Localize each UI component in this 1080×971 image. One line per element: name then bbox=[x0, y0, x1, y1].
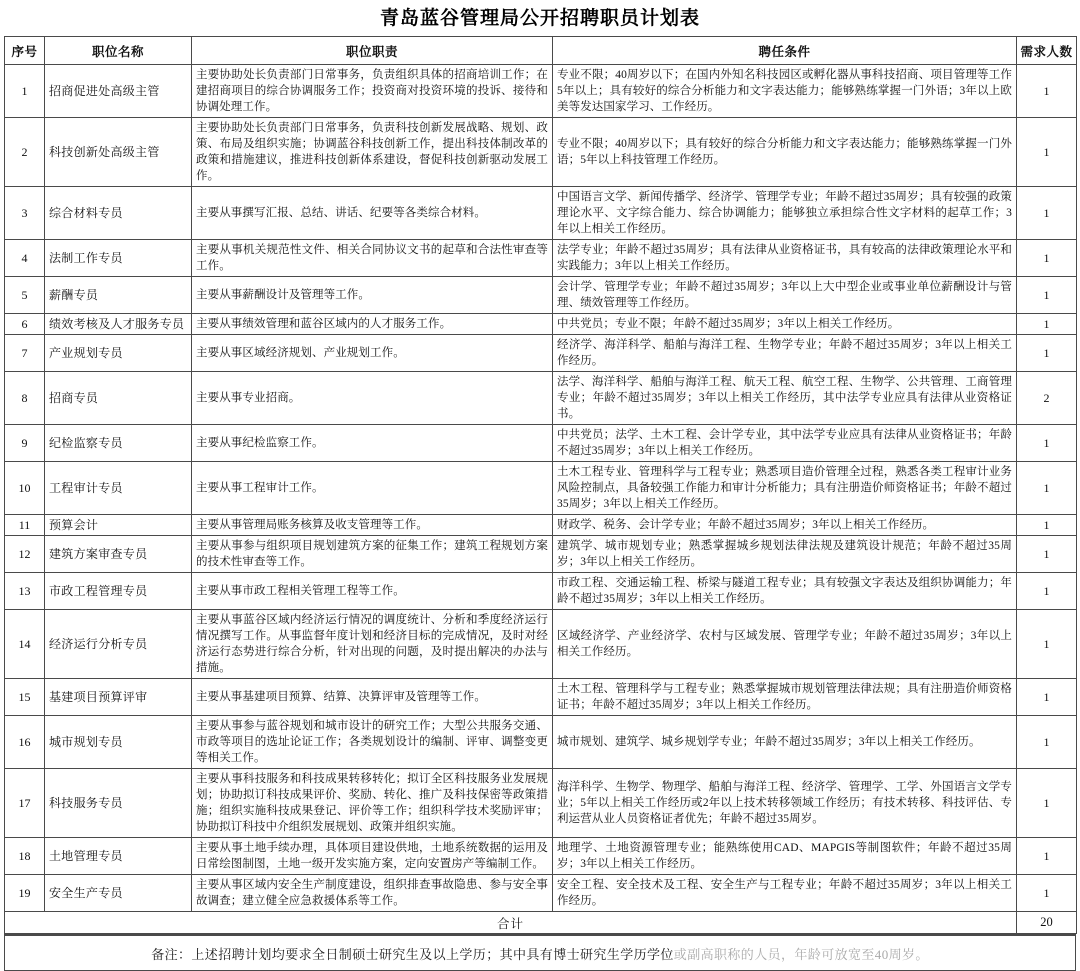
table-row bbox=[5, 462, 1077, 515]
cell-job-title: 科技服务专员 bbox=[45, 769, 192, 838]
cell-job-title: 法制工作专员 bbox=[45, 240, 192, 277]
cell-duties: 主要从事管理局账务核算及收支管理等工作。 bbox=[192, 515, 553, 536]
table-header bbox=[5, 37, 1077, 65]
cell-no: 9 bbox=[5, 425, 45, 462]
cell-duties: 主要从事参与组织项目规划建筑方案的征集工作；建筑工程规划方案的技术性审查等工作。 bbox=[192, 536, 553, 573]
cell-headcount: 1 bbox=[1017, 187, 1077, 240]
cell-headcount: 1 bbox=[1017, 679, 1077, 716]
footer-note-container bbox=[4, 934, 1076, 971]
cell-requirements: 土木工程专业、管理科学与工程专业；熟悉项目造价管理全过程，熟悉各类工程审计业务风险控制点，具备较强工作能力和审计分析能力；具有注册造价师资格证书；年龄不超过35周岁；3年以上相关工作经历。 bbox=[553, 462, 1017, 515]
cell-job-title: 安全生产专员 bbox=[45, 875, 192, 912]
cell-job-title: 市政工程管理专员 bbox=[45, 573, 192, 610]
cell-duties: 主要从事薪酬设计及管理等工作。 bbox=[192, 277, 553, 314]
table-row bbox=[5, 372, 1077, 425]
cell-headcount: 1 bbox=[1017, 769, 1077, 838]
table-footer bbox=[5, 912, 1077, 934]
cell-duties: 主要从事区域内安全生产制度建设，组织排查事故隐患、参与安全事故调查；建立健全应急救援体系等工作。 bbox=[192, 875, 553, 912]
cell-job-title: 土地管理专员 bbox=[45, 838, 192, 875]
cell-job-title: 预算会计 bbox=[45, 515, 192, 536]
cell-job-title: 科技创新处高级主管 bbox=[45, 118, 192, 187]
cell-requirements: 建筑学、城市规划专业；熟悉掌握城乡规划法律法规及建筑设计规范；年龄不超过35周岁；3年以上相关工作经历。 bbox=[553, 536, 1017, 573]
column-header-job-title: 职位名称 bbox=[45, 37, 192, 65]
cell-no: 14 bbox=[5, 610, 45, 679]
cell-headcount: 1 bbox=[1017, 314, 1077, 335]
cell-job-title: 产业规划专员 bbox=[45, 335, 192, 372]
footer-note-visible-text: 备注：上述招聘计划均要求全日制硕士研究生及以上学历；其中具有博士研究生学历学位 bbox=[151, 946, 674, 962]
cell-job-title: 纪检监察专员 bbox=[45, 425, 192, 462]
cell-headcount: 1 bbox=[1017, 875, 1077, 912]
cell-job-title: 招商促进处高级主管 bbox=[45, 65, 192, 118]
cell-no: 19 bbox=[5, 875, 45, 912]
cell-duties: 主要从事纪检监察工作。 bbox=[192, 425, 553, 462]
table-row bbox=[5, 118, 1077, 187]
cell-duties: 主要从事工程审计工作。 bbox=[192, 462, 553, 515]
cell-duties: 主要从事绩效管理和蓝谷区域内的人才服务工作。 bbox=[192, 314, 553, 335]
cell-no: 13 bbox=[5, 573, 45, 610]
cell-headcount: 1 bbox=[1017, 515, 1077, 536]
table-row bbox=[5, 314, 1077, 335]
cell-no: 17 bbox=[5, 769, 45, 838]
cell-job-title: 绩效考核及人才服务专员 bbox=[45, 314, 192, 335]
column-header-requirements: 聘任条件 bbox=[553, 37, 1017, 65]
cell-no: 7 bbox=[5, 335, 45, 372]
cell-job-title: 基建项目预算评审 bbox=[45, 679, 192, 716]
footer-note bbox=[145, 944, 935, 963]
cell-no: 12 bbox=[5, 536, 45, 573]
cell-requirements: 中共党员；专业不限；年龄不超过35周岁；3年以上相关工作经历。 bbox=[553, 314, 1017, 335]
table-row bbox=[5, 875, 1077, 912]
table-row bbox=[5, 335, 1077, 372]
table-body bbox=[5, 65, 1077, 912]
table-row bbox=[5, 277, 1077, 314]
cell-no: 11 bbox=[5, 515, 45, 536]
table-row bbox=[5, 187, 1077, 240]
cell-headcount: 1 bbox=[1017, 118, 1077, 187]
cell-no: 5 bbox=[5, 277, 45, 314]
cell-headcount: 1 bbox=[1017, 838, 1077, 875]
cell-requirements: 专业不限；40周岁以下；在国内外知名科技园区或孵化器从事科技招商、项目管理等工作5年以上；具有较好的综合分析能力和文字表达能力；能够熟练掌握一门外语；3年以上欧美等发达国家学习、工作经历。 bbox=[553, 65, 1017, 118]
cell-no: 15 bbox=[5, 679, 45, 716]
header-row bbox=[5, 37, 1077, 65]
cell-requirements: 市政工程、交通运输工程、桥梁与隧道工程专业；具有较强文字表达及组织协调能力；年龄不超过35周岁；3年以上相关工作经历。 bbox=[553, 573, 1017, 610]
cell-job-title: 城市规划专员 bbox=[45, 716, 192, 769]
table-row bbox=[5, 425, 1077, 462]
cell-requirements: 城市规划、建筑学、城乡规划学专业；年龄不超过35周岁；3年以上相关工作经历。 bbox=[553, 716, 1017, 769]
cell-headcount: 1 bbox=[1017, 277, 1077, 314]
cell-duties: 主要从事撰写汇报、总结、讲话、纪要等各类综合材料。 bbox=[192, 187, 553, 240]
cell-no: 16 bbox=[5, 716, 45, 769]
cell-headcount: 1 bbox=[1017, 65, 1077, 118]
table-row bbox=[5, 716, 1077, 769]
cell-requirements: 安全工程、安全技术及工程、安全生产与工程专业；年龄不超过35周岁；3年以上相关工作经历。 bbox=[553, 875, 1017, 912]
column-header-headcount: 需求人数 bbox=[1017, 37, 1077, 65]
total-value: 20 bbox=[1017, 912, 1077, 934]
cell-headcount: 1 bbox=[1017, 536, 1077, 573]
cell-requirements: 专业不限；40周岁以下；具有较好的综合分析能力和文字表达能力；能够熟练掌握一门外语；5年以上科技管理工作经历。 bbox=[553, 118, 1017, 187]
table-row bbox=[5, 573, 1077, 610]
cell-duties: 主要从事科技服务和科技成果转移转化；拟订全区科技服务业发展规划；协助拟订科技成果评价、奖励、转化、推广及科技保密等政策措施；组织实施科技成果登记、评价等工作；组织科学技术奖励评审；协助拟订科技中介组织发展规划、政策并组织实施。 bbox=[192, 769, 553, 838]
cell-headcount: 1 bbox=[1017, 610, 1077, 679]
cell-headcount: 2 bbox=[1017, 372, 1077, 425]
cell-duties: 主要协助处长负责部门日常事务，负责科技创新发展战略、规划、政策、布局及组织实施；协调蓝谷科技创新工作，提出科技体制改革的政策和措施建议，推进科技创新体系建设，督促科技创新驱动发展工作。 bbox=[192, 118, 553, 187]
column-header-no: 序号 bbox=[5, 37, 45, 65]
cell-duties: 主要协助处长负责部门日常事务，负责组织具体的招商培训工作；在建招商项目的综合协调服务工作；投资商对投资环境的投诉、接待和协调处理工作。 bbox=[192, 65, 553, 118]
cell-requirements: 中共党员；法学、土木工程、会计学专业，其中法学专业应具有法律从业资格证书；年龄不超过35周岁；3年以上相关工作经历。 bbox=[553, 425, 1017, 462]
cell-duties: 主要从事蓝谷区域内经济运行情况的调度统计、分析和季度经济运行情况撰写工作。从事监督年度计划和经济目标的完成情况，及时对经济运行态势进行综合分析，针对出现的问题，及时提出解决的办法与措施。 bbox=[192, 610, 553, 679]
total-label: 合计 bbox=[5, 912, 1017, 934]
cell-headcount: 1 bbox=[1017, 335, 1077, 372]
cell-no: 10 bbox=[5, 462, 45, 515]
cell-headcount: 1 bbox=[1017, 462, 1077, 515]
cell-no: 4 bbox=[5, 240, 45, 277]
total-row bbox=[5, 912, 1077, 934]
cell-requirements: 土木工程、管理科学与工程专业；熟悉掌握城市规划管理法律法规；具有注册造价师资格证书；年龄不超过35周岁；3年以上相关工作经历。 bbox=[553, 679, 1017, 716]
cell-duties: 主要从事基建项目预算、结算、决算评审及管理等工作。 bbox=[192, 679, 553, 716]
cell-duties: 主要从事专业招商。 bbox=[192, 372, 553, 425]
cell-requirements: 法学专业；年龄不超过35周岁；具有法律从业资格证书，具有较高的法律政策理论水平和实践能力；3年以上相关工作经历。 bbox=[553, 240, 1017, 277]
table-row bbox=[5, 240, 1077, 277]
table-row bbox=[5, 679, 1077, 716]
cell-headcount: 1 bbox=[1017, 425, 1077, 462]
table-row bbox=[5, 769, 1077, 838]
table-row bbox=[5, 610, 1077, 679]
cell-job-title: 招商专员 bbox=[45, 372, 192, 425]
cell-duties: 主要从事机关规范性文件、相关合同协议文书的起草和合法性审查等工作。 bbox=[192, 240, 553, 277]
table-row bbox=[5, 838, 1077, 875]
cell-job-title: 建筑方案审查专员 bbox=[45, 536, 192, 573]
cell-job-title: 薪酬专员 bbox=[45, 277, 192, 314]
table-row bbox=[5, 65, 1077, 118]
table-row bbox=[5, 515, 1077, 536]
cell-requirements: 法学、海洋科学、船舶与海洋工程、航天工程、航空工程、生物学、公共管理、工商管理专业；年龄不超过35周岁；3年以上相关工作经历，其中法学专业应具有法律从业资格证书。 bbox=[553, 372, 1017, 425]
cell-requirements: 经济学、海洋科学、船舶与海洋工程、生物学专业；年龄不超过35周岁；3年以上相关工作经历。 bbox=[553, 335, 1017, 372]
cell-headcount: 1 bbox=[1017, 240, 1077, 277]
cell-requirements: 财政学、税务、会计学专业；年龄不超过35周岁；3年以上相关工作经历。 bbox=[553, 515, 1017, 536]
cell-no: 18 bbox=[5, 838, 45, 875]
table-row bbox=[5, 536, 1077, 573]
column-header-duties: 职位职责 bbox=[192, 37, 553, 65]
cell-duties: 主要从事市政工程相关管理工程等工作。 bbox=[192, 573, 553, 610]
cell-requirements: 中国语言文学、新闻传播学、经济学、管理学专业；年龄不超过35周岁；具有较强的政策理论水平、文字综合能力、综合协调能力；能够独立承担综合性文字材料的起草工作；3年以上相关工作经历。 bbox=[553, 187, 1017, 240]
cell-no: 3 bbox=[5, 187, 45, 240]
cell-requirements: 海洋科学、生物学、物理学、船舶与海洋工程、经济学、管理学、工学、外国语言文学专业；5年以上相关工作经历或2年以上技术转移领域工作经历；有技术转移、科技评估、专利运营从业人员资格证者优先；年龄不超过35周岁。 bbox=[553, 769, 1017, 838]
cell-no: 6 bbox=[5, 314, 45, 335]
cell-job-title: 经济运行分析专员 bbox=[45, 610, 192, 679]
cell-requirements: 区域经济学、产业经济学、农村与区域发展、管理学专业；年龄不超过35周岁；3年以上相关工作经历。 bbox=[553, 610, 1017, 679]
footer-note-faded-text: 或副高职称的人员，年龄可放宽至40周岁。 bbox=[673, 946, 929, 962]
cell-no: 8 bbox=[5, 372, 45, 425]
cell-no: 2 bbox=[5, 118, 45, 187]
cell-duties: 主要从事区域经济规划、产业规划工作。 bbox=[192, 335, 553, 372]
cell-no: 1 bbox=[5, 65, 45, 118]
cell-headcount: 1 bbox=[1017, 716, 1077, 769]
cell-requirements: 地理学、土地资源管理专业；能熟练使用CAD、MAPGIS等制图软件；年龄不超过35周岁；3年以上相关工作经历。 bbox=[553, 838, 1017, 875]
cell-job-title: 工程审计专员 bbox=[45, 462, 192, 515]
cell-duties: 主要从事土地手续办理，具体项目建设供地，土地系统数据的运用及日常绘图制图，土地一级开发实施方案，定向安置房产等编制工作。 bbox=[192, 838, 553, 875]
cell-requirements: 会计学、管理学专业；年龄不超过35周岁；3年以上大中型企业或事业单位薪酬设计与管理、绩效管理等工作经历。 bbox=[553, 277, 1017, 314]
cell-job-title: 综合材料专员 bbox=[45, 187, 192, 240]
page-title: 青岛蓝谷管理局公开招聘职员计划表 bbox=[379, 8, 700, 29]
cell-duties: 主要从事参与蓝谷规划和城市设计的研究工作；大型公共服务交通、市政等项目的选址论证工作；各类规划设计的编制、评审、调整变更等相关工作。 bbox=[192, 716, 553, 769]
recruitment-plan-table bbox=[4, 36, 1077, 934]
cell-headcount: 1 bbox=[1017, 573, 1077, 610]
